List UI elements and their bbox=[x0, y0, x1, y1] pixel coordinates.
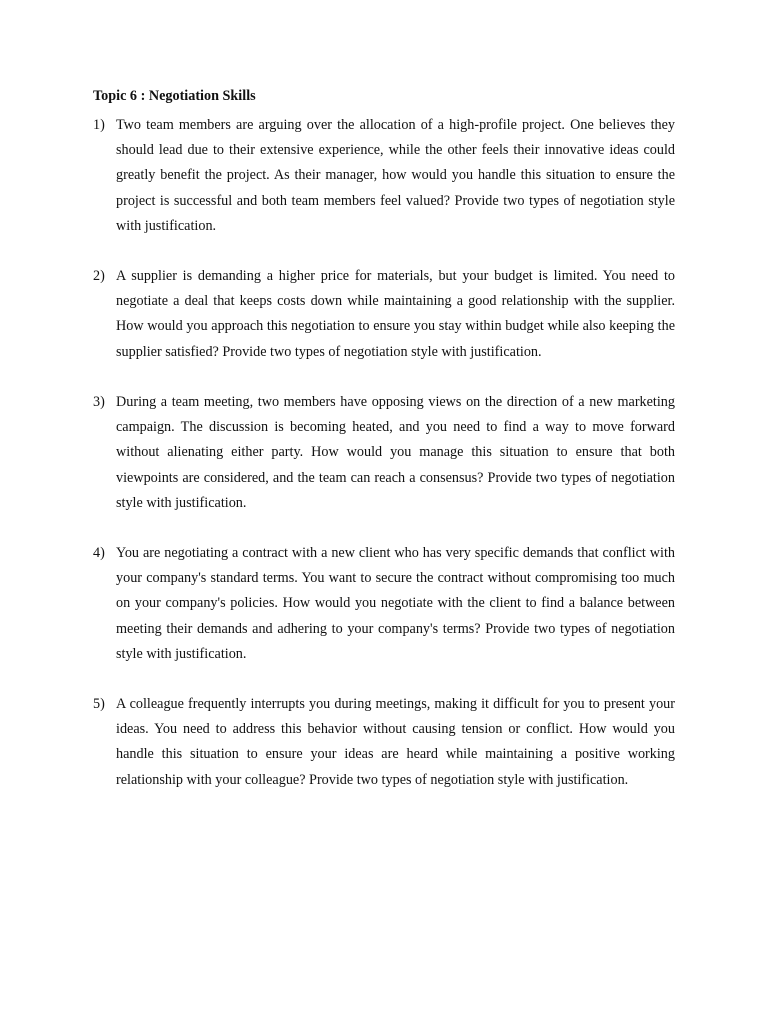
question-item bbox=[93, 390, 675, 516]
question-number: 5) bbox=[93, 696, 105, 712]
question-item bbox=[93, 541, 675, 667]
question-number: 1) bbox=[93, 117, 105, 133]
question-text: You are negotiating a contract with a new client who has very specific demands that conflict with your company's standard terms. You want to secure the contract without compromising too much on your company's policies. How would you negotiate with the client to find a balance between meeting their demands and adhering to your company's terms? Provide two types of negotiation style with justification. bbox=[116, 545, 675, 662]
question-item bbox=[93, 113, 675, 239]
question-text: Two team members are arguing over the allocation of a high-profile project. One believes they should lead due to their extensive experience, while the other feels their innovative ideas could greatly benefit the project. As their manager, how would you handle this situation to ensure the project is successful and both team members feel valued? Provide two types of negotiation style with justification. bbox=[116, 117, 675, 234]
question-text: A supplier is demanding a higher price for materials, but your budget is limited. You need to negotiate a deal that keeps costs down while maintaining a good relationship with the supplier. How would you approach this negotiation to ensure you stay within budget while also keeping the supplier satisfied? Provide two types of negotiation style with justification. bbox=[116, 268, 675, 360]
question-number: 3) bbox=[93, 394, 105, 410]
question-text: A colleague frequently interrupts you during meetings, making it difficult for you to present your ideas. You need to address this behavior without causing tension or conflict. How would you handle this situation to ensure your ideas are heard while maintaining a positive working relationship with your colleague? Provide two types of negotiation style with justification. bbox=[116, 696, 675, 788]
page-title: Topic 6 : Negotiation Skills bbox=[93, 88, 256, 104]
question-item bbox=[93, 264, 675, 365]
question-number: 4) bbox=[93, 545, 105, 561]
question-number: 2) bbox=[93, 268, 105, 284]
question-text: During a team meeting, two members have opposing views on the direction of a new marketing campaign. The discussion is becoming heated, and you need to find a way to move forward without alienating either party. How would you manage this situation to ensure that both viewpoints are considered, and the team can reach a consensus? Provide two types of negotiation style with justification. bbox=[116, 394, 675, 511]
question-item bbox=[93, 692, 675, 793]
